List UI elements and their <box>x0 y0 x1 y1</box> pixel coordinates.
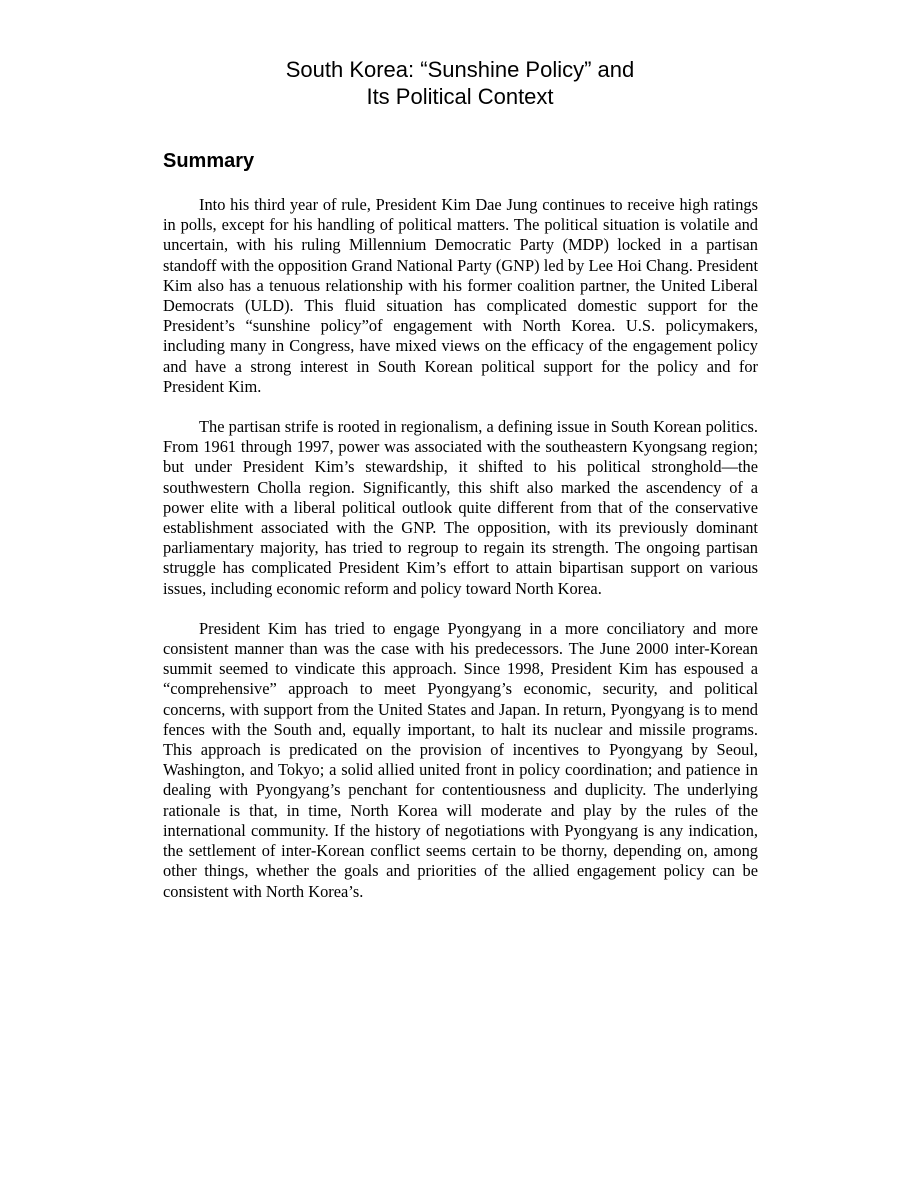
summary-body <box>163 195 758 922</box>
paragraph: President Kim has tried to engage Pyongyang in a more conciliatory and more consistent manner than was the case with his predecessors. The June 2000 inter-Korean summit seemed to vindicate this approach. Since 1998, President Kim has espoused a “comprehensive” approach to meet Pyongyang’s economic, security, and political concerns, with support from the United States and Japan. In return, Pyongyang is to mend fences with the South and, equally important, to halt its nuclear and missile programs. This approach is predicated on the provision of incentives to Pyongyang by Seoul, Washington, and Tokyo; a solid allied united front in policy coordination; and patience in dealing with Pyongyang’s penchant for contentiousness and duplicity. The underlying rationale is that, in time, North Korea will moderate and play by the rules of the international community. If the history of negotiations with Pyongyang is any indication, the settlement of inter-Korean conflict seems certain to be thorny, depending on, among other things, whether the goals and priorities of the allied engagement policy can be consistent with North Korea’s. <box>163 618 758 901</box>
paragraph: Into his third year of rule, President Kim Dae Jung continues to receive high ratings in polls, except for his handling of political matters. The political situation is volatile and uncertain, with his ruling Millennium Democratic Party (MDP) locked in a partisan standoff with the opposition Grand National Party (GNP) led by Lee Hoi Chang. President Kim also has a tenuous relationship with his former coalition partner, the United Liberal Democrats (ULD). This fluid situation has complicated domestic support for the President’s “sunshine policy”of engagement with North Korea. U.S. policymakers, including many in Congress, have mixed views on the efficacy of the engagement policy and have a strong interest in South Korean political support for the policy and for President Kim. <box>163 195 758 396</box>
title-line-2: Its Political Context <box>366 84 554 109</box>
document-title <box>160 56 760 110</box>
summary-heading: Summary <box>163 150 255 172</box>
title-line-1: South Korea: “Sunshine Policy” and <box>285 57 635 82</box>
paragraph: The partisan strife is rooted in regionalism, a defining issue in South Korean politics. From 1961 through 1997, power was associated with the southeastern Kyongsang region; but under President Kim’s stewardship, it shifted to his political stronghold—the southwestern Cholla region. Significantly, this shift also marked the ascendency of a power elite with a liberal political outlook quite different from that of the conservative establishment associated with the GNP. The opposition, with its previously dominant parliamentary majority, has tried to regroup to regain its strength. The ongoing partisan struggle has complicated President Kim’s effort to attain bipartisan support on various issues, including economic reform and policy toward North Korea. <box>163 417 758 598</box>
